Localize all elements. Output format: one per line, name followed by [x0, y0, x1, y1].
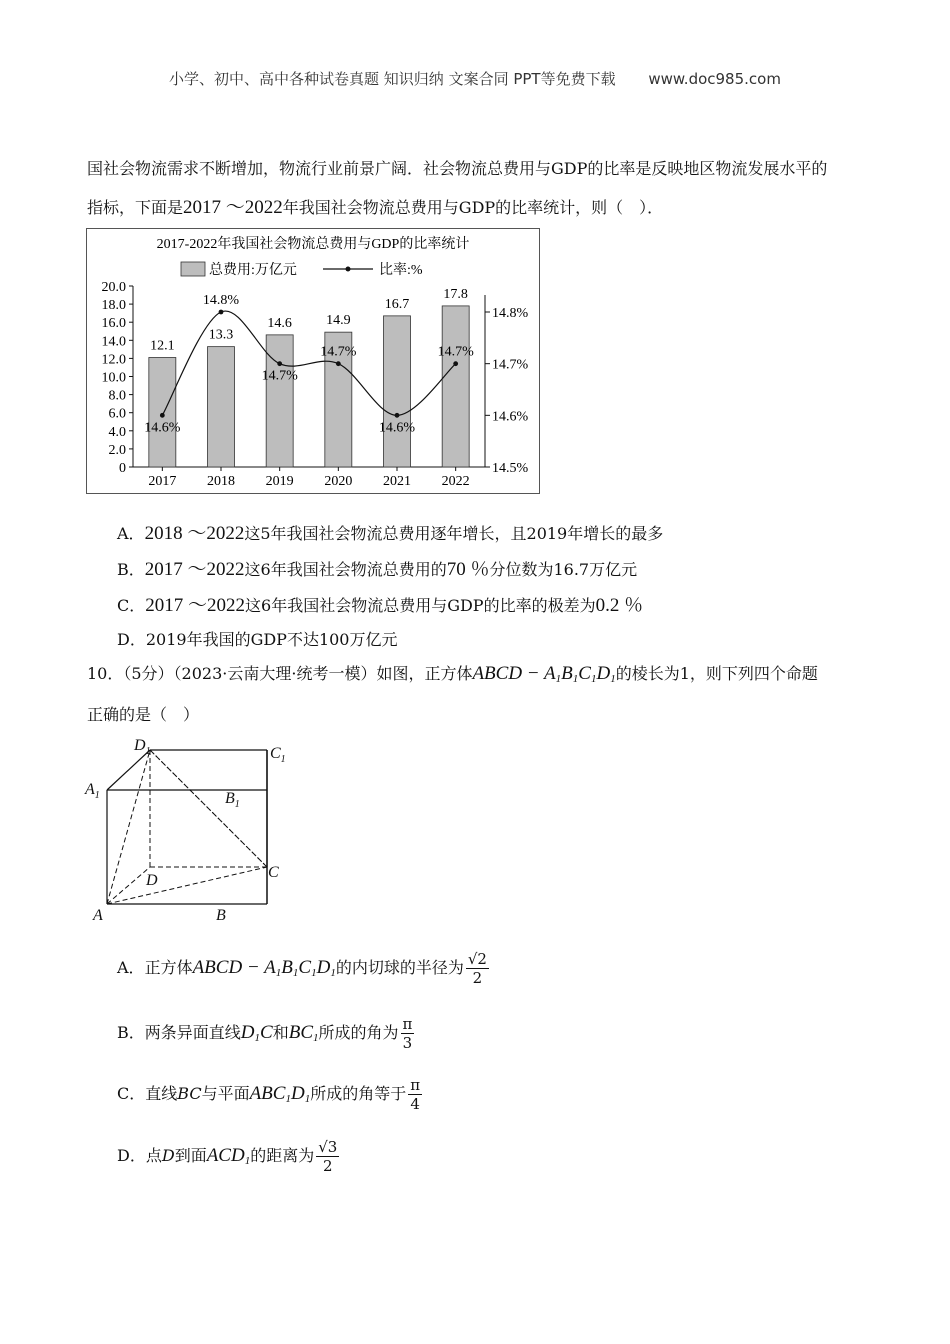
cube-name: ABCD − $A_1B_1C_1D_1$	[192, 957, 336, 979]
bar	[266, 335, 293, 467]
option-text: 这6年我国社会物流总费用与GDP的比率的极差为	[245, 596, 596, 615]
legend-line-label: 比率:%	[379, 263, 423, 278]
header-url[interactable]: www.doc985.com	[648, 70, 781, 88]
header-text: 小学、初中、高中各种试卷真题 知识归纳 文案合同 PPT等免费下载	[169, 70, 616, 88]
cube-svg	[80, 732, 300, 928]
x-tick-label: 2017	[148, 474, 177, 489]
bar-value-label: 13.3	[208, 327, 234, 343]
q10-option-b[interactable]	[117, 1015, 414, 1052]
ratio-label: 14.8%	[202, 293, 240, 308]
bar-value-label: 14.9	[326, 313, 351, 329]
option-text-tail: 的距离为	[250, 1146, 315, 1165]
y-left-tick-label: 12.0	[101, 352, 126, 368]
option-label: B．	[117, 560, 145, 579]
option-label: C．	[117, 596, 146, 615]
ratio-line	[162, 311, 455, 415]
edge-a1d1	[107, 750, 150, 790]
option-text: 正方体	[144, 958, 193, 977]
option-label: D．	[117, 1146, 146, 1165]
diag-ac	[107, 867, 267, 904]
label-a1: $A_1$	[85, 781, 100, 801]
label-a: A	[93, 907, 103, 924]
option-range: 2017 ～2022	[145, 595, 246, 616]
option-text-tail: 所成的角为	[318, 1023, 399, 1042]
legend-line-marker	[346, 267, 351, 272]
fraction-num: √2	[467, 950, 487, 968]
label-c1: $C_1$	[270, 745, 286, 765]
option-text: 直线	[145, 1084, 178, 1103]
y-right-tick-label: 14.6%	[492, 409, 529, 425]
question-meta: （5分）（2023·云南大理·统考一模）如图，正方体	[123, 664, 473, 683]
q9-option-d[interactable]	[117, 627, 397, 650]
ratio-point	[336, 361, 341, 366]
y-right-tick-label: 14.5%	[492, 461, 529, 476]
option-text: 2019年我国的GDP不达100万亿元	[145, 630, 398, 649]
y-left-tick-label: 6.0	[108, 406, 126, 422]
plane-abc1d1: $ABC_1D_1$	[249, 1083, 311, 1105]
y-left-tick-label: 0	[119, 461, 126, 476]
ratio-label: 14.6%	[378, 420, 416, 436]
fraction	[408, 1076, 422, 1113]
q10-option-d[interactable]	[117, 1138, 339, 1175]
x-tick-label: 2018	[207, 474, 235, 489]
q10-option-c[interactable]	[117, 1076, 422, 1113]
ratio-label: 14.7%	[320, 344, 357, 360]
label-d: D	[146, 872, 158, 889]
y-left-tick-label: 14.0	[101, 334, 126, 350]
option-text: 这5年我国社会物流总费用逐年增长，且2019年增长的最多	[244, 524, 664, 543]
spacer2	[240, 750, 267, 904]
option-and: 和	[272, 1023, 289, 1042]
diag-ad1	[107, 750, 150, 904]
q9-option-c[interactable]	[117, 590, 643, 617]
ratio-point	[277, 361, 282, 366]
option-text-tail: 所成的角等于	[310, 1084, 407, 1103]
fraction	[401, 1015, 415, 1052]
y-left-tick-label: 8.0	[108, 388, 126, 404]
line-bc: BC	[177, 1084, 202, 1103]
option-range: 2017 ～2022	[144, 559, 245, 580]
label-d1: $D_1$	[134, 737, 151, 757]
chart-svg	[87, 229, 539, 493]
option-text-tail: 的内切球的半径为	[335, 958, 464, 977]
y-right-tick-label: 14.8%	[492, 306, 529, 321]
x-tick-label: 2021	[383, 474, 411, 489]
q9-line2-range: 2017 ～2022	[183, 197, 283, 218]
y-left-tick-label: 4.0	[108, 424, 126, 440]
option-label: C．	[117, 1084, 146, 1103]
cube-name: ABCD − $A_1B_1C_1D_1$	[472, 663, 616, 685]
label-b: B	[216, 907, 226, 924]
q9-line2-pre: 指标，下面是	[87, 198, 184, 217]
legend-bar-label: 总费用:万亿元	[209, 263, 297, 278]
cube-figure	[80, 732, 300, 928]
fraction-den: 3	[402, 1034, 413, 1052]
ratio-label: 14.7%	[261, 368, 298, 384]
fraction-den: 2	[472, 969, 483, 987]
x-tick-label: 2020	[324, 474, 353, 489]
y-left-tick-label: 20.0	[101, 280, 126, 295]
option-label: D．	[117, 630, 146, 649]
q10-line2: 正确的是（ ）	[87, 705, 200, 724]
option-text-tail: 分位数为16.7万亿元	[489, 560, 638, 579]
bar-value-label: 14.6	[267, 315, 292, 331]
option-text: 两条异面直线	[144, 1023, 241, 1042]
option-value: 0.2 ％	[595, 595, 644, 616]
fraction-num: π	[410, 1076, 421, 1094]
option-text: 这6年我国社会物流总费用的	[244, 560, 447, 579]
bar-value-label: 17.8	[443, 286, 468, 302]
option-text-mid: 到面	[174, 1146, 207, 1165]
q9-option-b[interactable]	[117, 554, 637, 581]
plane-acd1: $ACD_1$	[206, 1145, 251, 1167]
page-header	[0, 68, 950, 89]
q9-option-a[interactable]	[117, 518, 663, 545]
option-text-mid: 与平面	[201, 1084, 250, 1103]
line-bc1: $BC_1$	[288, 1022, 319, 1044]
bar-value-label: 16.7	[384, 296, 410, 312]
ratio-point	[453, 361, 458, 366]
bar	[384, 316, 411, 467]
question-number: 10．	[87, 664, 124, 683]
ratio-point	[160, 413, 165, 418]
legend-bar-swatch	[181, 262, 205, 276]
ratio-point	[395, 413, 400, 418]
point-d: D	[161, 1146, 175, 1165]
bar-value-label: 12.1	[150, 338, 175, 354]
q10-option-a[interactable]	[117, 950, 489, 987]
option-text: 点	[145, 1146, 162, 1165]
label-c: C	[268, 864, 279, 881]
bar	[442, 306, 469, 467]
line-d1c: $D_1C$	[240, 1022, 273, 1044]
ratio-point	[219, 310, 224, 315]
ratio-label: 14.7%	[437, 344, 474, 360]
option-label: B．	[117, 1023, 145, 1042]
label-b1: $B_1$	[225, 790, 240, 810]
option-percent: 70 ％	[446, 559, 490, 580]
y-right-tick-label: 14.7%	[492, 357, 529, 373]
x-tick-label: 2019	[265, 474, 294, 489]
q9-line2-post: 年我国社会物流总费用与GDP的比率统计，则（ ）．	[282, 198, 664, 217]
option-label: A．	[117, 524, 145, 543]
y-left-tick-label: 18.0	[101, 298, 126, 314]
y-left-tick-label: 16.0	[101, 316, 126, 332]
q9-line2	[87, 192, 663, 219]
fraction-num: π	[402, 1015, 413, 1033]
y-left-tick-label: 10.0	[101, 370, 126, 386]
chart-title: 2017-2022年我国社会物流总费用与GDP的比率统计	[156, 237, 470, 252]
x-tick-label: 2022	[441, 474, 470, 489]
edge-ad	[107, 867, 150, 904]
question-tail: 的棱长为1，则下列四个命题	[615, 664, 818, 683]
q9-line1: 国社会物流需求不断增加，物流行业前景广阔．社会物流总费用与GDP的比率是反映地区物流发展水平的	[87, 159, 828, 178]
fraction-den: 2	[323, 1157, 333, 1175]
fraction-num: √3	[318, 1138, 338, 1156]
y-left-tick-label: 2.0	[108, 442, 126, 458]
bar	[208, 347, 235, 467]
ratio-label: 14.6%	[144, 420, 181, 436]
fraction	[466, 950, 489, 987]
q10-line1	[87, 661, 818, 685]
bar	[149, 357, 176, 467]
fraction	[316, 1138, 339, 1175]
logistics-chart	[86, 228, 540, 494]
option-label: A．	[117, 958, 145, 977]
fraction-den: 4	[410, 1095, 420, 1113]
option-range: 2018 ～2022	[144, 523, 245, 544]
